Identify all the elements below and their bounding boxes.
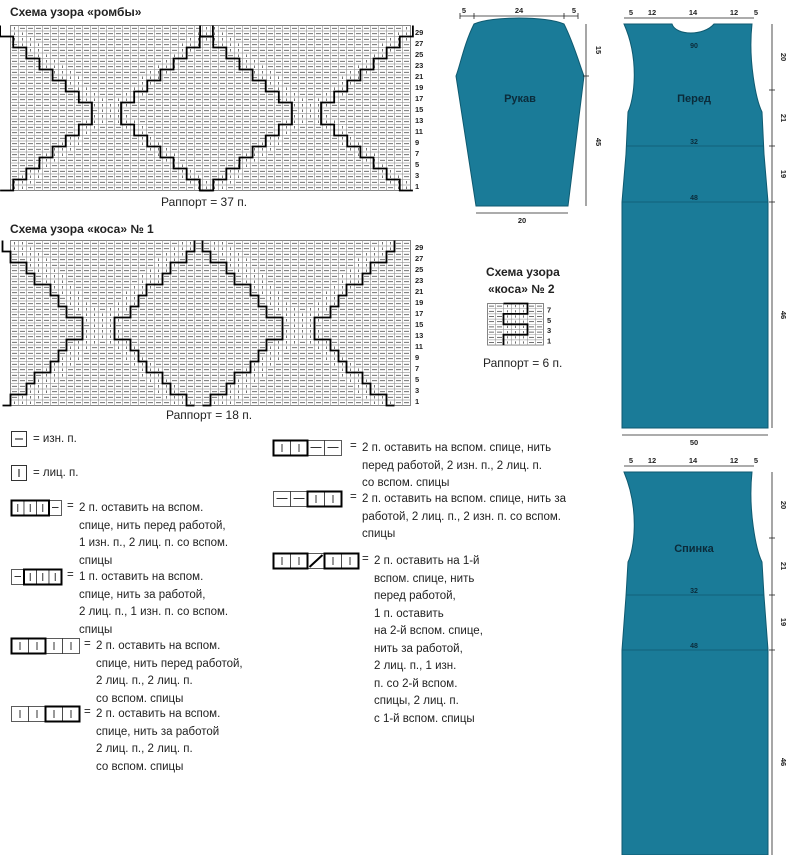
front-dim-right-1: 21 (779, 113, 788, 123)
row-number: 27 (415, 38, 424, 48)
row-number: 3 (415, 385, 420, 395)
back-dim-right-3: 46 (779, 757, 788, 767)
front-hip-dim: 48 (690, 195, 698, 202)
purl-legend (33, 433, 77, 445)
row-number: 23 (415, 60, 424, 70)
back-dim-top-0: 5 (628, 456, 634, 465)
cross-1-2-back-icon (11, 569, 63, 585)
cross-2-1-front-text: 2 п. оставить на вспом. спице, нить перед работой, 1 изн. п., 2 лиц. п. со вспом. спицы (79, 502, 229, 567)
row-number: 29 (415, 27, 424, 37)
row-number: 9 (415, 352, 420, 362)
cross-2-purl-front-text: 2 п. оставить на вспом. спице, нить перед работой, 2 изн. п., 2 лиц. п. со вспом. спицы (362, 442, 552, 489)
purl-symbol-icon (11, 431, 27, 447)
knit-text: лиц. п. (42, 467, 79, 479)
cross-2-2-back-text: 2 п. оставить на вспом. спице, нить за работой 2 лиц. п., 2 лиц. п. со вспом. спицы (96, 708, 221, 773)
braid2-chart (487, 303, 567, 348)
front-schematic (618, 4, 796, 449)
back-dim-right-1: 21 (779, 561, 788, 571)
front-dim-top-0: 5 (628, 8, 634, 17)
front-dim-right-2: 19 (779, 169, 788, 179)
row-number: 1 (415, 181, 420, 191)
sleeve-dim-top-left: 5 (461, 6, 467, 15)
purl-text: изн. п. (42, 433, 77, 445)
sleeve-schematic (452, 4, 602, 234)
cross-2-purl-back-text: 2 п. оставить на вспом. спице, нить за работой, 2 лиц. п., 2 изн. п. со вспом. спицы (362, 493, 567, 540)
sleeve-dim-top-mid: 24 (514, 6, 524, 15)
row-number: 5 (547, 315, 552, 325)
row-number: 3 (547, 326, 552, 336)
rhombus-chart (10, 25, 430, 195)
row-number: 9 (415, 137, 420, 147)
cross-2-1-front-icon (11, 500, 63, 516)
cross-2-2-back-icon (11, 706, 83, 722)
front-shape (622, 24, 768, 428)
eq-sign: = (84, 706, 91, 718)
knit-legend (33, 467, 78, 479)
back-schematic (618, 452, 796, 855)
back-dim-top-3: 12 (729, 456, 739, 465)
row-number: 23 (415, 275, 424, 285)
row-number: 11 (415, 126, 423, 136)
cross-double-icon (273, 553, 361, 569)
braid1-chart (10, 240, 430, 408)
front-dim-top-3: 12 (729, 8, 739, 17)
cross-1-2-back-text: 1 п. оставить на вспом. спице, нить за работой, 2 лиц. п., 1 изн. п. со вспом. спицы (79, 571, 229, 636)
row-number: 19 (415, 297, 424, 307)
row-number: 15 (415, 319, 424, 329)
sleeve-dim-bottom: 20 (517, 216, 527, 225)
row-number: 21 (415, 71, 424, 81)
eq-sign: = (84, 638, 91, 650)
braid2-rapport: Раппорт = 6 п. (483, 356, 563, 370)
chart-grid (3, 241, 411, 406)
sleeve-label: Рукав (504, 93, 536, 105)
back-dim-right-2: 19 (779, 617, 788, 627)
eq-sign: = (67, 500, 74, 512)
back-dim-top-1: 12 (647, 456, 657, 465)
cross-2-2-front-icon (11, 638, 83, 654)
row-number: 19 (415, 82, 424, 92)
back-dim-top-2: 14 (688, 456, 698, 465)
front-dim-right-3: 46 (779, 310, 788, 320)
eq-sign: = (33, 433, 40, 445)
braid1-rapport: Раппорт = 18 п. (166, 408, 253, 422)
eq-sign: = (67, 569, 74, 581)
row-number: 29 (415, 242, 424, 252)
back-dim-right-0: 20 (779, 500, 788, 510)
knit-symbol-icon (11, 465, 27, 481)
braid1-chart-title: Схема узора «коса» № 1 (10, 222, 154, 236)
eq-sign: = (362, 553, 369, 565)
row-number: 17 (415, 93, 424, 103)
braid2-title-line2: «коса» № 2 (488, 282, 555, 296)
row-number: 17 (415, 308, 424, 318)
front-dim-right-0: 20 (779, 52, 788, 62)
front-label: Перед (677, 93, 711, 105)
cross-2-purl-front-icon (273, 440, 345, 456)
chart-grid (0, 26, 413, 191)
row-number: 3 (415, 170, 420, 180)
back-waist-dim: 32 (690, 588, 698, 595)
row-number: 13 (415, 330, 424, 340)
cross-2-2-front-text: 2 п. оставить на вспом. спице, нить перед работой, 2 лиц. п., 2 лиц. п. со вспом. спицы (96, 640, 243, 705)
front-neck-dim: 90 (690, 43, 698, 50)
row-number: 5 (415, 374, 420, 384)
cross-2-purl-back-icon (273, 491, 345, 507)
row-number: 21 (415, 286, 424, 296)
row-number: 7 (415, 148, 420, 158)
row-number: 25 (415, 49, 424, 59)
row-number: 7 (547, 305, 552, 315)
back-hip-dim: 48 (690, 643, 698, 650)
row-number: 13 (415, 115, 424, 125)
row-number: 1 (547, 336, 552, 346)
rhombus-rapport: Раппорт = 37 п. (161, 195, 248, 209)
row-number: 7 (415, 363, 420, 373)
sleeve-dim-top-right: 5 (571, 6, 577, 15)
braid2-title-line1: Схема узора (486, 265, 560, 279)
front-dim-top-4: 5 (753, 8, 759, 17)
row-number: 27 (415, 253, 424, 263)
back-shape (622, 472, 768, 855)
row-number: 25 (415, 264, 424, 274)
sleeve-dim-right-main: 45 (594, 137, 603, 147)
sleeve-dim-right-top: 15 (594, 45, 603, 55)
eq-sign: = (350, 440, 357, 452)
chart-grid (488, 304, 544, 346)
rhombus-chart-title: Схема узора «ромбы» (10, 5, 142, 19)
back-label: Спинка (674, 543, 714, 555)
cross-double-text: 2 п. оставить на 1-й вспом. спице, нить перед работой, 1 п. оставить на 2-й вспом. спице, нить за работой, 2 лиц. п., 1 изн. п. со 2-й вспом. спицы, 2 лиц. п. с 1-й вспом. спицы (374, 555, 483, 725)
row-number: 15 (415, 104, 424, 114)
eq-sign: = (33, 467, 40, 479)
sleeve-shape (456, 18, 584, 206)
row-number: 11 (415, 341, 423, 351)
eq-sign: = (350, 491, 357, 503)
front-dim-top-2: 14 (688, 8, 698, 17)
front-dim-bottom: 50 (689, 438, 699, 447)
front-dim-top-1: 12 (647, 8, 657, 17)
back-dim-top-4: 5 (753, 456, 759, 465)
front-waist-dim: 32 (690, 139, 698, 146)
row-number: 1 (415, 396, 420, 406)
row-number: 5 (415, 159, 420, 169)
